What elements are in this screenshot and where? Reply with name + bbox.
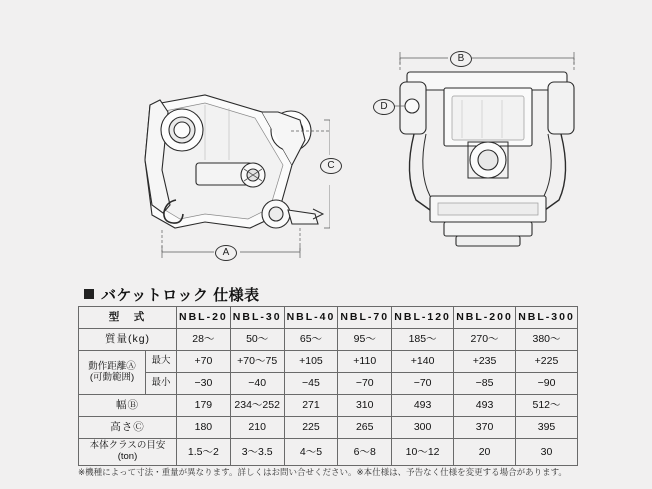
cell-mass-5: 270～ xyxy=(454,329,516,351)
table-row xyxy=(79,373,578,395)
cell-min-6: −90 xyxy=(516,373,578,395)
cell-height-6: 395 xyxy=(516,417,578,439)
cell-mass-0: 28～ xyxy=(177,329,231,351)
column-header-5: NBL-120 xyxy=(392,307,454,329)
front-view-drawing xyxy=(0,0,330,272)
table-row xyxy=(79,395,578,417)
cell-min-4: −70 xyxy=(392,373,454,395)
cell-width-0: 179 xyxy=(177,395,231,417)
cell-height-1: 210 xyxy=(230,417,284,439)
cell-width-2: 271 xyxy=(284,395,338,417)
cell-class-4: 10～12 xyxy=(392,439,454,466)
side-view-drawing xyxy=(352,0,652,272)
dim-label-a-front: A xyxy=(215,245,237,261)
table-row xyxy=(79,417,578,439)
cell-max-5: +235 xyxy=(454,351,516,373)
column-header-4: NBL-70 xyxy=(338,307,392,329)
cell-max-4: +140 xyxy=(392,351,454,373)
section-title xyxy=(84,284,260,305)
table-row xyxy=(79,351,578,373)
row-label-mass: 質量(kg) xyxy=(79,329,177,351)
cell-height-2: 225 xyxy=(284,417,338,439)
subrow-label-min: 最小 xyxy=(146,373,177,395)
cell-max-2: +105 xyxy=(284,351,338,373)
cell-min-2: −45 xyxy=(284,373,338,395)
cell-width-5: 493 xyxy=(454,395,516,417)
cell-width-4: 493 xyxy=(392,395,454,417)
cell-width-6: 512～ xyxy=(516,395,578,417)
cell-max-3: +110 xyxy=(338,351,392,373)
cell-mass-3: 95～ xyxy=(338,329,392,351)
cell-mass-6: 380～ xyxy=(516,329,578,351)
subrow-label-max: 最大 xyxy=(146,351,177,373)
cell-max-6: +225 xyxy=(516,351,578,373)
cell-width-3: 310 xyxy=(338,395,392,417)
row-label-stroke-line1: 動作距離Ⓐ xyxy=(88,360,136,372)
footnote: ※機種によって寸法・重量が異なります。詳しくはお問い合せください。※本仕様は、予告なく仕様を変更する場合があります。 xyxy=(78,467,567,477)
cell-max-0: +70 xyxy=(177,351,231,373)
cell-max-1: +70～75 xyxy=(230,351,284,373)
dim-label-c-front: C xyxy=(320,158,342,174)
section-title-text: バケットロック 仕様表 xyxy=(101,287,260,304)
cell-class-2: 4～5 xyxy=(284,439,338,466)
cell-min-0: −30 xyxy=(177,373,231,395)
cell-height-0: 180 xyxy=(177,417,231,439)
cell-class-5: 20 xyxy=(454,439,516,466)
column-header-1: NBL-20 xyxy=(177,307,231,329)
row-label-stroke xyxy=(79,351,146,395)
cell-mass-1: 50～ xyxy=(230,329,284,351)
cell-min-1: −40 xyxy=(230,373,284,395)
column-header-0: 型 式 xyxy=(79,307,177,329)
table-row xyxy=(79,329,578,351)
cell-class-0: 1.5～2 xyxy=(177,439,231,466)
cell-height-5: 370 xyxy=(454,417,516,439)
row-label-stroke-line2: (可動範囲) xyxy=(89,371,135,383)
cell-height-4: 300 xyxy=(392,417,454,439)
dim-label-d-side: D xyxy=(373,99,395,115)
cell-min-5: −85 xyxy=(454,373,516,395)
row-label-class: 本体クラスの目安(ton) xyxy=(79,439,177,466)
row-label-height: 高さⒸ xyxy=(79,417,177,439)
bullet-square-icon xyxy=(84,289,94,299)
dim-label-b-side: B xyxy=(450,51,472,67)
cell-class-1: 3～3.5 xyxy=(230,439,284,466)
spec-table xyxy=(78,306,578,466)
table-row xyxy=(79,439,578,466)
row-label-width: 幅Ⓑ xyxy=(79,395,177,417)
column-header-3: NBL-40 xyxy=(284,307,338,329)
cell-min-3: −70 xyxy=(338,373,392,395)
column-header-6: NBL-200 xyxy=(454,307,516,329)
table-header-row xyxy=(79,307,578,329)
column-header-2: NBL-30 xyxy=(230,307,284,329)
cell-height-3: 265 xyxy=(338,417,392,439)
cell-mass-2: 65～ xyxy=(284,329,338,351)
column-header-7: NBL-300 xyxy=(516,307,578,329)
cell-class-6: 30 xyxy=(516,439,578,466)
cell-class-3: 6～8 xyxy=(338,439,392,466)
cell-mass-4: 185～ xyxy=(392,329,454,351)
cell-width-1: 234～252 xyxy=(230,395,284,417)
